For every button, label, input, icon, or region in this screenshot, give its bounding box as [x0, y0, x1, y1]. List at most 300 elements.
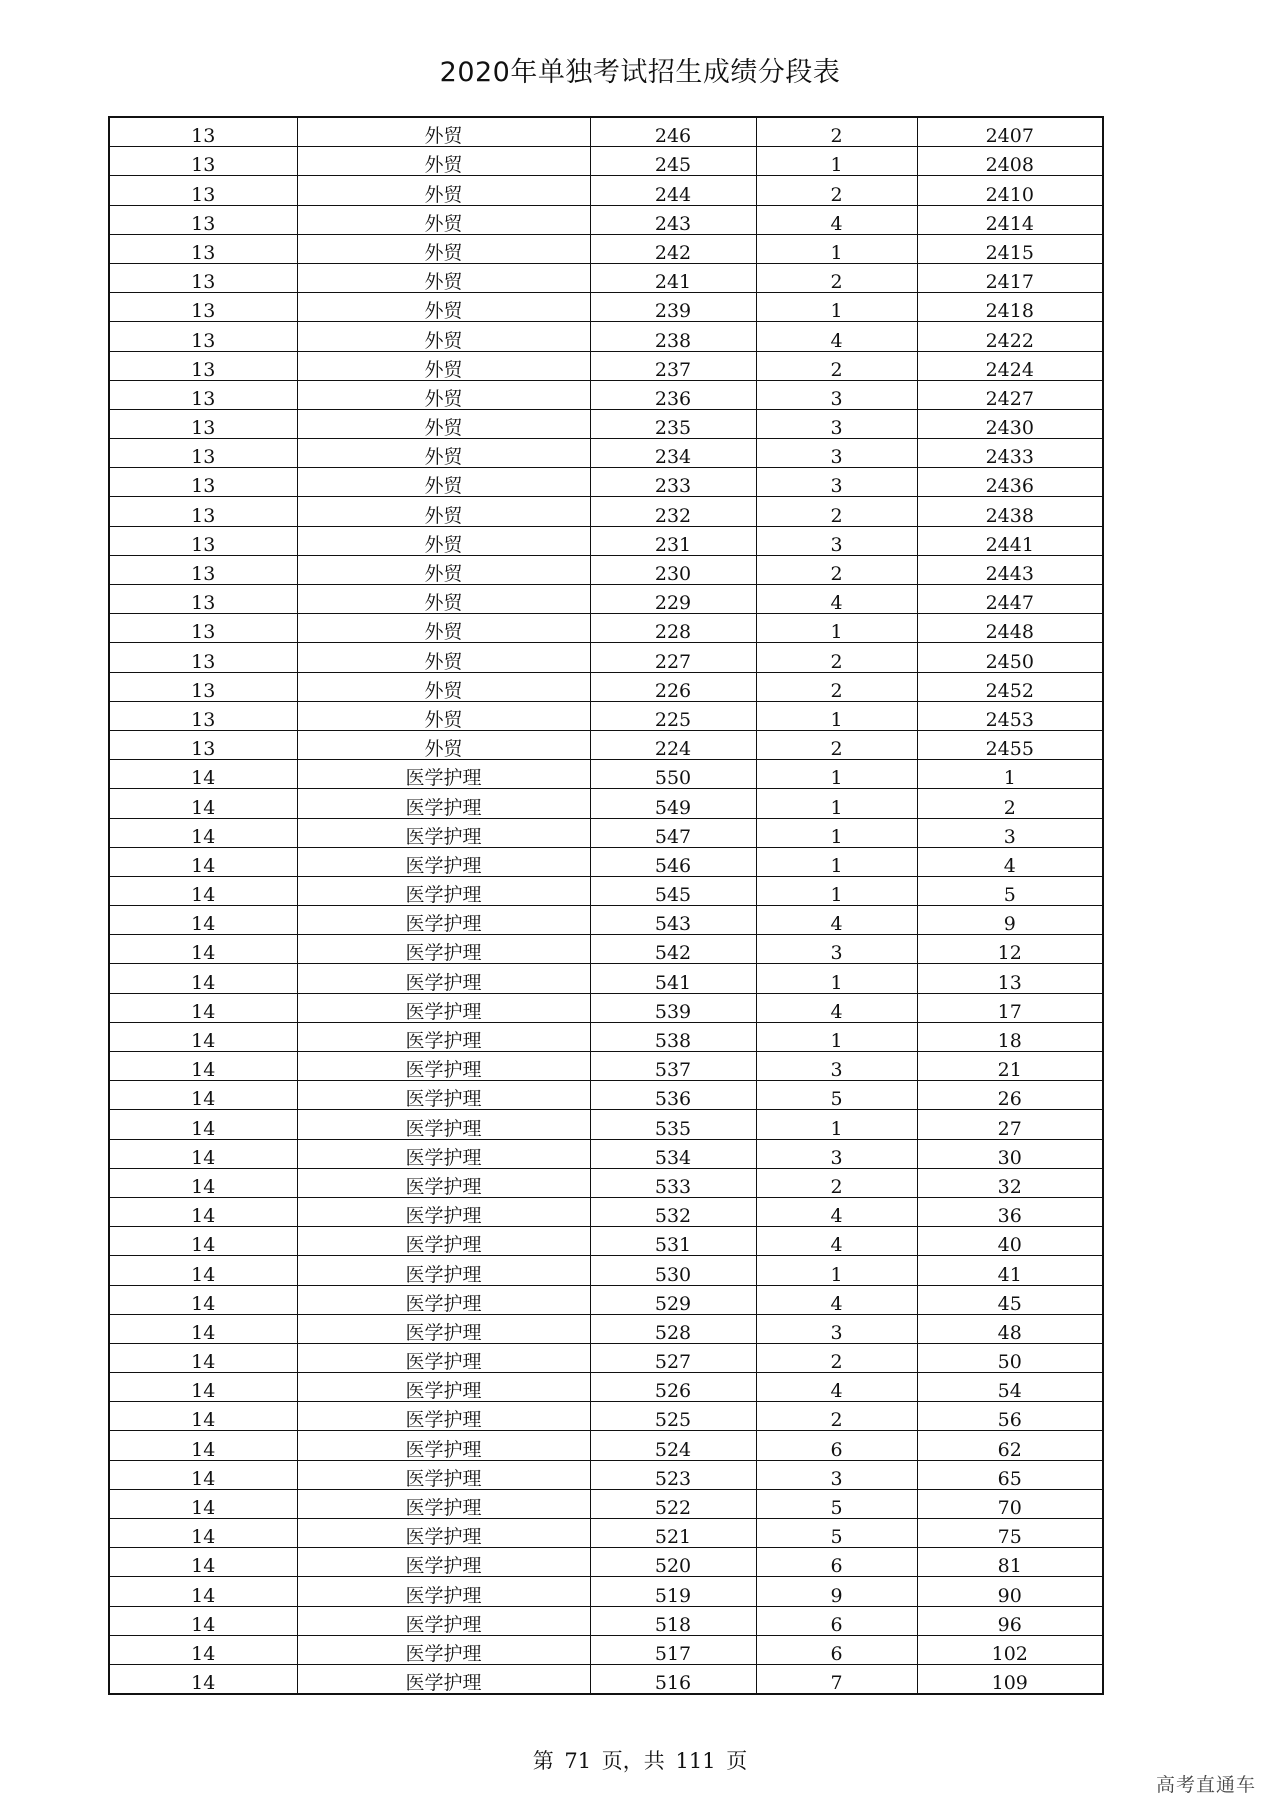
category-code-cell: 13: [109, 497, 297, 526]
table-row: [109, 322, 1103, 351]
score-cell: 531: [590, 1227, 756, 1256]
category-code-cell: 14: [109, 876, 297, 905]
count-cell: 4: [756, 1285, 917, 1314]
category-code-cell: 13: [109, 234, 297, 263]
table-row: [109, 643, 1103, 672]
count-cell: 2: [756, 1343, 917, 1372]
table-row: [109, 234, 1103, 263]
table-row: [109, 1256, 1103, 1285]
score-cell: 550: [590, 760, 756, 789]
watermark-text: 高考直通车: [1155, 1774, 1256, 1796]
count-cell: 4: [756, 906, 917, 935]
count-cell: 3: [756, 409, 917, 438]
category-code-cell: 13: [109, 322, 297, 351]
table-row: [109, 1168, 1103, 1197]
category-code-cell: 14: [109, 935, 297, 964]
cumulative-cell: 109: [917, 1664, 1103, 1694]
table-row: [109, 1052, 1103, 1081]
cumulative-cell: 2417: [917, 263, 1103, 292]
count-cell: 2: [756, 176, 917, 205]
table-row: [109, 526, 1103, 555]
table-row: [109, 701, 1103, 730]
score-cell: 543: [590, 906, 756, 935]
cumulative-cell: 12: [917, 935, 1103, 964]
category-name-cell: 医学护理: [297, 935, 590, 964]
category-code-cell: 13: [109, 117, 297, 147]
table-row: [109, 1460, 1103, 1489]
score-cell: 516: [590, 1664, 756, 1694]
score-cell: 224: [590, 730, 756, 759]
cumulative-cell: 90: [917, 1577, 1103, 1606]
cumulative-cell: 2414: [917, 205, 1103, 234]
table-row: [109, 847, 1103, 876]
table-row: [109, 263, 1103, 292]
category-name-cell: 外贸: [297, 322, 590, 351]
category-name-cell: 医学护理: [297, 847, 590, 876]
table-row: [109, 1285, 1103, 1314]
score-cell: 535: [590, 1110, 756, 1139]
score-cell: 521: [590, 1519, 756, 1548]
count-cell: 1: [756, 1022, 917, 1051]
cumulative-cell: 81: [917, 1548, 1103, 1577]
count-cell: 1: [756, 818, 917, 847]
table-row: [109, 1431, 1103, 1460]
category-name-cell: 医学护理: [297, 789, 590, 818]
category-name-cell: 外贸: [297, 614, 590, 643]
table-row: [109, 1548, 1103, 1577]
category-code-cell: 14: [109, 1139, 297, 1168]
category-name-cell: 外贸: [297, 555, 590, 584]
category-code-cell: 14: [109, 1489, 297, 1518]
count-cell: 1: [756, 1256, 917, 1285]
cumulative-cell: 40: [917, 1227, 1103, 1256]
category-name-cell: 外贸: [297, 176, 590, 205]
table-row: [109, 117, 1103, 147]
category-name-cell: 医学护理: [297, 1519, 590, 1548]
score-cell: 527: [590, 1343, 756, 1372]
cumulative-cell: 2422: [917, 322, 1103, 351]
cumulative-cell: 36: [917, 1197, 1103, 1226]
category-code-cell: 14: [109, 1052, 297, 1081]
table-row: [109, 760, 1103, 789]
category-name-cell: 医学护理: [297, 1022, 590, 1051]
cumulative-cell: 50: [917, 1343, 1103, 1372]
table-row: [109, 351, 1103, 380]
count-cell: 1: [756, 760, 917, 789]
category-code-cell: 13: [109, 263, 297, 292]
category-name-cell: 医学护理: [297, 906, 590, 935]
category-code-cell: 14: [109, 1577, 297, 1606]
count-cell: 4: [756, 585, 917, 614]
cumulative-cell: 2418: [917, 293, 1103, 322]
category-code-cell: 14: [109, 1402, 297, 1431]
cumulative-cell: 2453: [917, 701, 1103, 730]
cumulative-cell: 2410: [917, 176, 1103, 205]
category-name-cell: 医学护理: [297, 1343, 590, 1372]
count-cell: 4: [756, 205, 917, 234]
score-cell: 239: [590, 293, 756, 322]
category-name-cell: 医学护理: [297, 1197, 590, 1226]
count-cell: 3: [756, 526, 917, 555]
category-code-cell: 13: [109, 468, 297, 497]
table-row: [109, 205, 1103, 234]
score-cell: 532: [590, 1197, 756, 1226]
category-code-cell: 14: [109, 1314, 297, 1343]
category-code-cell: 13: [109, 176, 297, 205]
score-cell: 546: [590, 847, 756, 876]
table-row: [109, 1402, 1103, 1431]
score-cell: 235: [590, 409, 756, 438]
score-cell: 228: [590, 614, 756, 643]
count-cell: 1: [756, 614, 917, 643]
score-distribution-table: [108, 116, 1104, 1695]
cumulative-cell: 18: [917, 1022, 1103, 1051]
category-code-cell: 14: [109, 1168, 297, 1197]
category-name-cell: 医学护理: [297, 1110, 590, 1139]
score-cell: 518: [590, 1606, 756, 1635]
count-cell: 3: [756, 468, 917, 497]
category-name-cell: 外贸: [297, 263, 590, 292]
cumulative-cell: 2447: [917, 585, 1103, 614]
count-cell: 1: [756, 847, 917, 876]
category-code-cell: 13: [109, 643, 297, 672]
cumulative-cell: 54: [917, 1373, 1103, 1402]
count-cell: 3: [756, 1460, 917, 1489]
category-name-cell: 外贸: [297, 643, 590, 672]
table-row: [109, 906, 1103, 935]
score-cell: 227: [590, 643, 756, 672]
category-name-cell: 外贸: [297, 468, 590, 497]
score-cell: 545: [590, 876, 756, 905]
score-cell: 243: [590, 205, 756, 234]
cumulative-cell: 2424: [917, 351, 1103, 380]
score-cell: 242: [590, 234, 756, 263]
count-cell: 2: [756, 1402, 917, 1431]
category-name-cell: 医学护理: [297, 818, 590, 847]
count-cell: 3: [756, 935, 917, 964]
table-row: [109, 147, 1103, 176]
table-row: [109, 1519, 1103, 1548]
category-name-cell: 医学护理: [297, 1373, 590, 1402]
score-cell: 244: [590, 176, 756, 205]
cumulative-cell: 2427: [917, 380, 1103, 409]
category-name-cell: 医学护理: [297, 993, 590, 1022]
category-name-cell: 医学护理: [297, 1227, 590, 1256]
category-code-cell: 14: [109, 1664, 297, 1694]
category-name-cell: 医学护理: [297, 1489, 590, 1518]
score-cell: 526: [590, 1373, 756, 1402]
cumulative-cell: 2433: [917, 439, 1103, 468]
category-code-cell: 13: [109, 526, 297, 555]
category-code-cell: 13: [109, 293, 297, 322]
table-row: [109, 730, 1103, 759]
count-cell: 2: [756, 351, 917, 380]
score-cell: 528: [590, 1314, 756, 1343]
category-name-cell: 医学护理: [297, 1460, 590, 1489]
score-cell: 538: [590, 1022, 756, 1051]
category-code-cell: 13: [109, 585, 297, 614]
category-name-cell: 外贸: [297, 730, 590, 759]
cumulative-cell: 102: [917, 1635, 1103, 1664]
category-code-cell: 13: [109, 147, 297, 176]
category-name-cell: 医学护理: [297, 876, 590, 905]
count-cell: 4: [756, 993, 917, 1022]
score-cell: 541: [590, 964, 756, 993]
table-row: [109, 1081, 1103, 1110]
score-cell: 524: [590, 1431, 756, 1460]
category-code-cell: 14: [109, 789, 297, 818]
cumulative-cell: 2430: [917, 409, 1103, 438]
score-cell: 233: [590, 468, 756, 497]
count-cell: 4: [756, 1197, 917, 1226]
score-cell: 529: [590, 1285, 756, 1314]
count-cell: 3: [756, 439, 917, 468]
cumulative-cell: 2443: [917, 555, 1103, 584]
score-cell: 230: [590, 555, 756, 584]
count-cell: 9: [756, 1577, 917, 1606]
category-name-cell: 外贸: [297, 497, 590, 526]
cumulative-cell: 2436: [917, 468, 1103, 497]
table-row: [109, 1197, 1103, 1226]
category-name-cell: 外贸: [297, 205, 590, 234]
cumulative-cell: 2448: [917, 614, 1103, 643]
category-name-cell: 医学护理: [297, 1402, 590, 1431]
cumulative-cell: 2441: [917, 526, 1103, 555]
category-code-cell: 13: [109, 730, 297, 759]
category-name-cell: 医学护理: [297, 1635, 590, 1664]
cumulative-cell: 9: [917, 906, 1103, 935]
count-cell: 2: [756, 117, 917, 147]
count-cell: 4: [756, 1227, 917, 1256]
category-code-cell: 13: [109, 351, 297, 380]
count-cell: 1: [756, 234, 917, 263]
count-cell: 1: [756, 147, 917, 176]
category-code-cell: 14: [109, 1519, 297, 1548]
count-cell: 1: [756, 293, 917, 322]
table-row: [109, 1110, 1103, 1139]
category-code-cell: 14: [109, 1081, 297, 1110]
cumulative-cell: 96: [917, 1606, 1103, 1635]
count-cell: 2: [756, 643, 917, 672]
category-code-cell: 13: [109, 672, 297, 701]
count-cell: 3: [756, 380, 917, 409]
category-code-cell: 14: [109, 847, 297, 876]
score-cell: 231: [590, 526, 756, 555]
category-code-cell: 14: [109, 760, 297, 789]
cumulative-cell: 4: [917, 847, 1103, 876]
count-cell: 5: [756, 1081, 917, 1110]
cumulative-cell: 30: [917, 1139, 1103, 1168]
category-name-cell: 外贸: [297, 351, 590, 380]
category-name-cell: 外贸: [297, 409, 590, 438]
table-row: [109, 497, 1103, 526]
table-row: [109, 1343, 1103, 1372]
category-name-cell: 医学护理: [297, 1139, 590, 1168]
table-row: [109, 1606, 1103, 1635]
count-cell: 3: [756, 1052, 917, 1081]
score-cell: 519: [590, 1577, 756, 1606]
cumulative-cell: 45: [917, 1285, 1103, 1314]
table-row: [109, 293, 1103, 322]
count-cell: 7: [756, 1664, 917, 1694]
category-code-cell: 14: [109, 1197, 297, 1226]
category-name-cell: 外贸: [297, 439, 590, 468]
category-code-cell: 14: [109, 1460, 297, 1489]
table-row: [109, 1314, 1103, 1343]
score-cell: 547: [590, 818, 756, 847]
cumulative-cell: 5: [917, 876, 1103, 905]
category-code-cell: 14: [109, 818, 297, 847]
score-cell: 234: [590, 439, 756, 468]
table-row: [109, 789, 1103, 818]
score-cell: 226: [590, 672, 756, 701]
score-cell: 238: [590, 322, 756, 351]
score-cell: 229: [590, 585, 756, 614]
table-row: [109, 555, 1103, 584]
category-name-cell: 外贸: [297, 701, 590, 730]
score-cell: 520: [590, 1548, 756, 1577]
table-row: [109, 935, 1103, 964]
category-name-cell: 外贸: [297, 117, 590, 147]
category-code-cell: 13: [109, 555, 297, 584]
count-cell: 2: [756, 730, 917, 759]
category-code-cell: 14: [109, 1606, 297, 1635]
category-name-cell: 外贸: [297, 380, 590, 409]
cumulative-cell: 2452: [917, 672, 1103, 701]
table-body: [109, 117, 1103, 1694]
table-row: [109, 409, 1103, 438]
cumulative-cell: 65: [917, 1460, 1103, 1489]
category-name-cell: 医学护理: [297, 760, 590, 789]
category-name-cell: 医学护理: [297, 1664, 590, 1694]
cumulative-cell: 2408: [917, 147, 1103, 176]
count-cell: 2: [756, 1168, 917, 1197]
count-cell: 5: [756, 1489, 917, 1518]
count-cell: 4: [756, 1373, 917, 1402]
cumulative-cell: 27: [917, 1110, 1103, 1139]
category-name-cell: 外贸: [297, 672, 590, 701]
category-name-cell: 外贸: [297, 234, 590, 263]
category-code-cell: 14: [109, 1373, 297, 1402]
score-cell: 533: [590, 1168, 756, 1197]
page-footer: 第 71 页，共 111 页: [532, 1749, 748, 1773]
category-code-cell: 14: [109, 964, 297, 993]
score-cell: 534: [590, 1139, 756, 1168]
table-row: [109, 1577, 1103, 1606]
category-code-cell: 14: [109, 906, 297, 935]
cumulative-cell: 48: [917, 1314, 1103, 1343]
table-row: [109, 672, 1103, 701]
cumulative-cell: 2407: [917, 117, 1103, 147]
table-row: [109, 1139, 1103, 1168]
cumulative-cell: 26: [917, 1081, 1103, 1110]
category-code-cell: 13: [109, 439, 297, 468]
page-title: 2020年单独考试招生成绩分段表: [439, 57, 841, 88]
cumulative-cell: 70: [917, 1489, 1103, 1518]
category-name-cell: 医学护理: [297, 1606, 590, 1635]
table-row: [109, 585, 1103, 614]
cumulative-cell: 41: [917, 1256, 1103, 1285]
table-row: [109, 1489, 1103, 1518]
score-cell: 537: [590, 1052, 756, 1081]
cumulative-cell: 56: [917, 1402, 1103, 1431]
cumulative-cell: 2438: [917, 497, 1103, 526]
count-cell: 6: [756, 1635, 917, 1664]
score-cell: 232: [590, 497, 756, 526]
table-row: [109, 1022, 1103, 1051]
score-cell: 522: [590, 1489, 756, 1518]
score-cell: 225: [590, 701, 756, 730]
category-code-cell: 14: [109, 993, 297, 1022]
category-name-cell: 医学护理: [297, 1052, 590, 1081]
table-row: [109, 1373, 1103, 1402]
cumulative-cell: 1: [917, 760, 1103, 789]
table-row: [109, 176, 1103, 205]
score-cell: 246: [590, 117, 756, 147]
category-name-cell: 医学护理: [297, 1285, 590, 1314]
cumulative-cell: 21: [917, 1052, 1103, 1081]
count-cell: 6: [756, 1431, 917, 1460]
category-name-cell: 外贸: [297, 147, 590, 176]
category-name-cell: 外贸: [297, 585, 590, 614]
category-code-cell: 14: [109, 1227, 297, 1256]
category-name-cell: 医学护理: [297, 1577, 590, 1606]
count-cell: 1: [756, 701, 917, 730]
count-cell: 3: [756, 1139, 917, 1168]
category-name-cell: 外贸: [297, 526, 590, 555]
cumulative-cell: 3: [917, 818, 1103, 847]
category-code-cell: 13: [109, 205, 297, 234]
score-cell: 241: [590, 263, 756, 292]
table-row: [109, 614, 1103, 643]
category-code-cell: 14: [109, 1635, 297, 1664]
score-cell: 525: [590, 1402, 756, 1431]
category-name-cell: 医学护理: [297, 1168, 590, 1197]
category-name-cell: 医学护理: [297, 1314, 590, 1343]
cumulative-cell: 62: [917, 1431, 1103, 1460]
count-cell: 3: [756, 1314, 917, 1343]
score-cell: 542: [590, 935, 756, 964]
cumulative-cell: 32: [917, 1168, 1103, 1197]
count-cell: 1: [756, 789, 917, 818]
category-name-cell: 医学护理: [297, 1548, 590, 1577]
cumulative-cell: 2415: [917, 234, 1103, 263]
cumulative-cell: 13: [917, 964, 1103, 993]
count-cell: 1: [756, 876, 917, 905]
table-row: [109, 1664, 1103, 1694]
category-code-cell: 13: [109, 614, 297, 643]
category-name-cell: 医学护理: [297, 1081, 590, 1110]
cumulative-cell: 2: [917, 789, 1103, 818]
table-row: [109, 1635, 1103, 1664]
score-cell: 523: [590, 1460, 756, 1489]
category-name-cell: 医学护理: [297, 1431, 590, 1460]
category-code-cell: 14: [109, 1256, 297, 1285]
score-cell: 245: [590, 147, 756, 176]
count-cell: 2: [756, 497, 917, 526]
table-row: [109, 964, 1103, 993]
table-row: [109, 468, 1103, 497]
category-code-cell: 13: [109, 409, 297, 438]
table-row: [109, 1227, 1103, 1256]
score-cell: 236: [590, 380, 756, 409]
score-cell: 549: [590, 789, 756, 818]
category-name-cell: 医学护理: [297, 1256, 590, 1285]
score-cell: 517: [590, 1635, 756, 1664]
count-cell: 6: [756, 1548, 917, 1577]
category-code-cell: 14: [109, 1285, 297, 1314]
count-cell: 6: [756, 1606, 917, 1635]
